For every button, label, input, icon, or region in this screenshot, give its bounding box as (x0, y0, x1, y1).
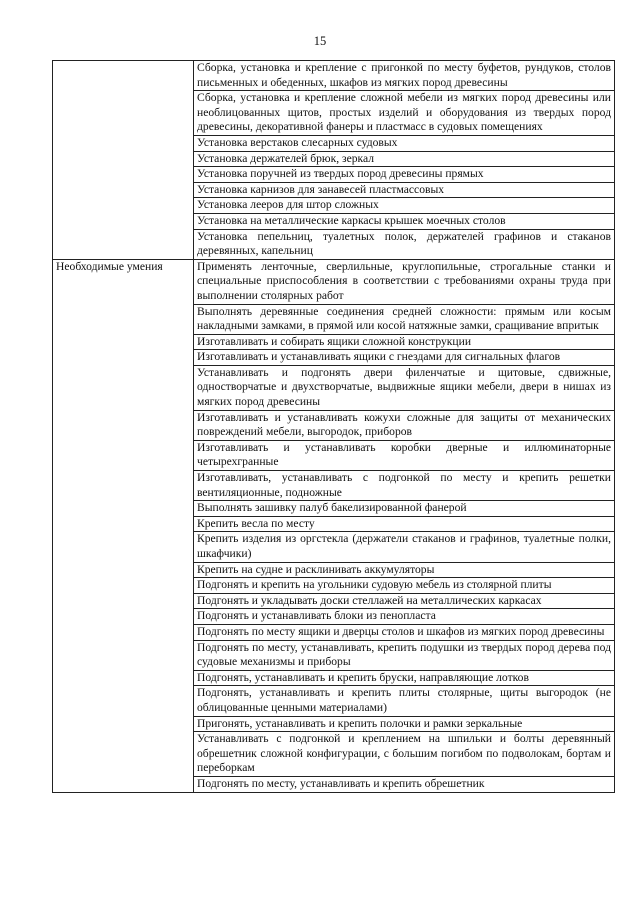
skills-category-label: Необходимые умения (53, 259, 194, 792)
qualification-table (52, 60, 615, 793)
page-number: 15 (313, 34, 327, 48)
table-cell: Изготавливать и устанавливать кожухи сложные для защиты от механических повреждений мебели, выгородок, приборов (194, 410, 615, 440)
table-cell: Установка лееров для штор сложных (194, 198, 615, 214)
table-cell: Установка на металлические каркасы крышек моечных столов (194, 213, 615, 229)
category-cell-empty (53, 61, 194, 260)
table-cell: Изготавливать и устанавливать коробки дверные и иллюминаторные четырехгранные (194, 440, 615, 470)
table-cell: Сборка, установка и крепление сложной мебели из мягких пород древесины или необлицованных щитов, простых изделий и оборудования из твердых пород древесины, декоративной фанеры и пластмасс в судовых помещениях (194, 91, 615, 136)
table-cell: Подгонять, устанавливать и крепить плиты столярные, щиты выгородок (не облицованные ценными материалами) (194, 686, 615, 716)
table-cell: Крепить весла по месту (194, 516, 615, 532)
table-cell: Выполнять деревянные соединения средней сложности: прямым или косым накладными замками, в прямой или косой натяжные замки, сращивание впритык (194, 304, 615, 334)
table-cell: Выполнять зашивку палуб бакелизированной фанерой (194, 501, 615, 517)
table-cell: Установка карнизов для занавесей пластмассовых (194, 182, 615, 198)
table-cell: Крепить изделия из оргстекла (держатели стаканов и графинов, туалетные полки, шкафчики) (194, 532, 615, 562)
table-cell: Подгонять и крепить на угольники судовую мебель из столярной плиты (194, 578, 615, 594)
table-cell: Установка верстаков слесарных судовых (194, 135, 615, 151)
table-cell: Подгонять и укладывать доски стеллажей на металлических каркасах (194, 593, 615, 609)
table-row (53, 259, 615, 304)
table-cell: Устанавливать с подгонкой и креплением на шпильки и болты деревянный обрешетник сложной конфигурации, с большим погибом по подволокам, бортам и переборкам (194, 732, 615, 777)
table-cell: Установка держателей брюк, зеркал (194, 151, 615, 167)
table-cell: Изготавливать и устанавливать ящики с гнездами для сигнальных флагов (194, 350, 615, 366)
table-body (53, 61, 615, 793)
table-cell: Подгонять и устанавливать блоки из пенопласта (194, 609, 615, 625)
table-cell: Крепить на судне и расклинивать аккумуляторы (194, 562, 615, 578)
table-cell: Подгонять по месту, устанавливать и крепить обрешетник (194, 776, 615, 792)
table-cell: Сборка, установка и крепление с пригонкой по месту буфетов, рундуков, столов письменных и обеденных, шкафов из мягких пород древесины (194, 61, 615, 91)
table-cell: Применять ленточные, сверлильные, круглопильные, строгальные станки и специальные приспособления в соответствии с требованиями охраны труда при выполнении столярных работ (194, 259, 615, 304)
table-cell: Подгонять по месту ящики и дверцы столов и шкафов из мягких пород древесины (194, 624, 615, 640)
table-cell: Изготавливать, устанавливать с подгонкой по месту и крепить решетки вентиляционные, подножные (194, 471, 615, 501)
table-cell: Устанавливать и подгонять двери филенчатые и щитовые, сдвижные, одностворчатые и двухстворчатые, выдвижные ящики мебели, двери в нишах из мягких пород древесины (194, 365, 615, 410)
table-row (53, 61, 615, 91)
table-cell: Установка пепельниц, туалетных полок, держателей графинов и стаканов деревянных, капельниц (194, 229, 615, 259)
table-cell: Подгонять по месту, устанавливать, крепить подушки из твердых пород дерева под судовые механизмы и приборы (194, 640, 615, 670)
table-cell: Пригонять, устанавливать и крепить полочки и рамки зеркальные (194, 716, 615, 732)
table-cell: Установка поручней из твердых пород древесины прямых (194, 167, 615, 183)
table-cell: Подгонять, устанавливать и крепить бруски, направляющие лотков (194, 670, 615, 686)
table-cell: Изготавливать и собирать ящики сложной конструкции (194, 334, 615, 350)
